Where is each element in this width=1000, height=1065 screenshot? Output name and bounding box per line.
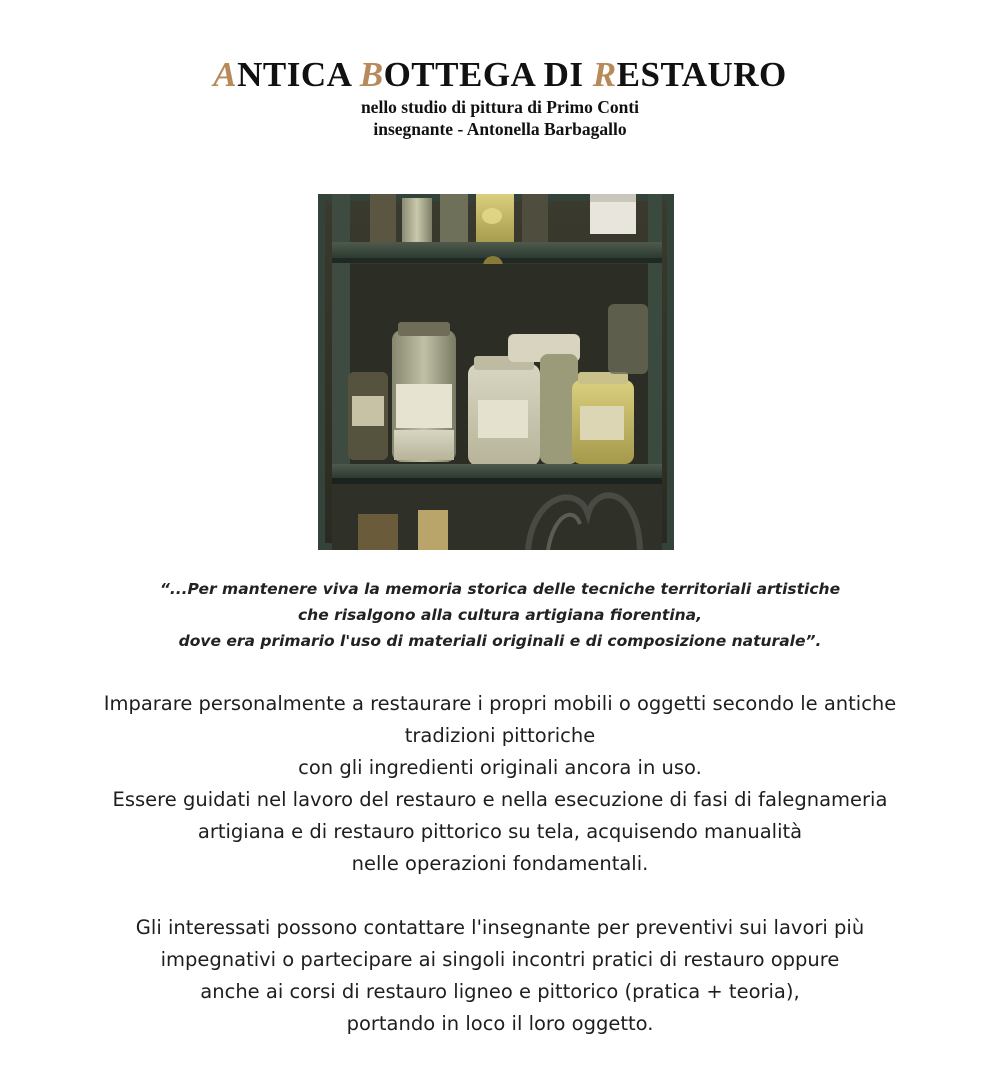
quote-line: “...Per mantenere viva la memoria storica delle tecniche territoriali artistiche <box>159 580 841 598</box>
description <box>0 688 1000 1040</box>
page-title <box>0 54 1000 96</box>
description-line: nelle operazioni fondamentali. <box>351 852 649 875</box>
title-word-restauro: ESTAURO <box>616 55 787 94</box>
description-line: Imparare personalmente a restaurare i propri mobili o oggetti secondo le antiche <box>103 692 897 715</box>
contact-line: anche ai corsi di restauro ligneo e pittorico (pratica + teoria), <box>200 980 800 1003</box>
paragraph-gap <box>0 880 1000 912</box>
title-word-antica: NTICA <box>237 55 360 94</box>
shelf-jars-photo <box>318 194 674 550</box>
title-initial-b: B <box>359 55 384 94</box>
description-line: artigiana e di restauro pittorico su tela, acquisendo manualità <box>197 820 803 843</box>
quote-line: che risalgono alla cultura artigiana fiorentina, <box>297 606 703 624</box>
subtitle-studio: nello studio di pittura di Primo Conti <box>360 97 640 117</box>
contact-line: Gli interessati possono contattare l'insegnante per preventivi sui lavori più <box>135 916 865 939</box>
header <box>0 54 1000 140</box>
quote-block <box>0 576 1000 654</box>
description-line: tradizioni pittoriche <box>404 724 596 747</box>
description-line: con gli ingredienti originali ancora in uso. <box>298 756 702 779</box>
contact-line: portando in loco il loro oggetto. <box>346 1012 654 1035</box>
title-word-bottega: OTTEGA DI <box>383 55 593 94</box>
title-initial-a: A <box>213 55 238 94</box>
contact-line: impegnativi o partecipare ai singoli incontri pratici di restauro oppure <box>160 948 840 971</box>
quote-line: dove era primario l'uso di materiali originali e di composizione naturale”. <box>178 632 822 650</box>
title-initial-r: R <box>592 55 617 94</box>
description-line: Essere guidati nel lavoro del restauro e nella esecuzione di fasi di falegnameria <box>112 788 888 811</box>
subtitle-teacher: insegnante - Antonella Barbagallo <box>373 119 627 139</box>
